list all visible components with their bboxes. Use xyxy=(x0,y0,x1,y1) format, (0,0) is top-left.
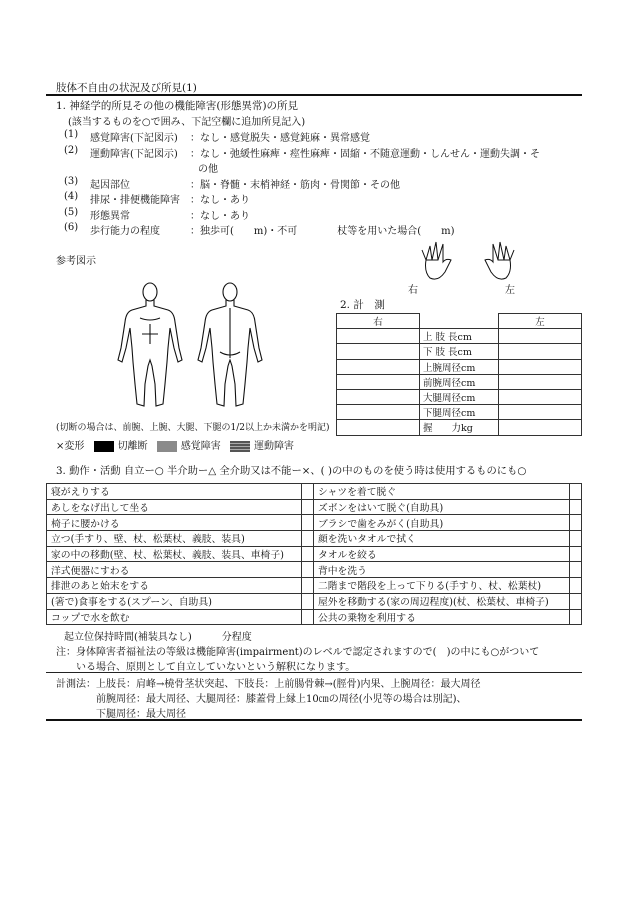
measurement-label: 下腿周径cm xyxy=(420,405,499,420)
body-diagram xyxy=(112,278,272,410)
measurement-row xyxy=(337,344,582,359)
measurement-label: 大腿周径cm xyxy=(420,389,499,404)
adl-item: (箸で)食事をする(スプーン、自助具) xyxy=(47,593,302,609)
adl-item: 椅子に腰かける xyxy=(47,515,302,531)
measurement-row xyxy=(337,389,582,404)
item-num: (1) xyxy=(64,129,79,140)
adl-item: 排泄のあと始末をする xyxy=(47,578,302,594)
item-num: (3) xyxy=(64,176,79,187)
measurement-row xyxy=(337,405,582,420)
measurement-row xyxy=(337,420,582,435)
adl-mark[interactable] xyxy=(302,593,314,609)
adl-mark[interactable] xyxy=(302,484,314,500)
item-value: ：独歩可( m)・不可 杖等を用いた場合( m) xyxy=(190,226,455,237)
adl-row xyxy=(47,484,582,500)
item-num: (4) xyxy=(64,191,79,202)
item-num: (5) xyxy=(64,207,79,218)
measurement-header-row xyxy=(337,314,582,329)
hands-diagram xyxy=(418,238,518,286)
adl-mark[interactable] xyxy=(570,546,582,562)
legend-label: 切離断 xyxy=(117,441,148,452)
measurement-row xyxy=(337,374,582,389)
hand-left-label: 左 xyxy=(505,285,515,296)
footer-rule xyxy=(46,719,582,721)
standing-time: 起立位保持時間(補装具なし) 分程度 xyxy=(64,632,252,643)
adl-mark[interactable] xyxy=(570,609,582,625)
adl-item: 背中を洗う xyxy=(313,562,569,578)
section3-note-line2: いる場合、原則として自立していないという解釈になります。 xyxy=(76,662,356,673)
section3-note-line1: 注：身体障害者福祉法の等級は機能障害(impairment)のレベルで認定されますので( )の中にも○がついて xyxy=(56,647,540,658)
amputation-swatch xyxy=(94,441,114,452)
adl-item: 家の中の移動(壁、杖、松葉杖、義肢、装具、車椅子) xyxy=(47,546,302,562)
adl-row xyxy=(47,531,582,547)
item-value: の他 xyxy=(198,164,218,175)
item-label: 起因部位 xyxy=(90,180,130,191)
adl-item: 公共の乗物を利用する xyxy=(313,609,569,625)
method-line3: 下腿周径：最大周径 xyxy=(96,709,186,720)
item-value: ：なし・あり xyxy=(190,195,250,206)
adl-item: 二階まで階段を上って下りる(手すり、杖、松葉杖) xyxy=(313,578,569,594)
adl-item: シャツを着て脱ぐ xyxy=(313,484,569,500)
measurement-table xyxy=(336,313,582,436)
col-right-header: 右 xyxy=(337,314,420,329)
adl-mark[interactable] xyxy=(570,562,582,578)
adl-item: 立つ(手すり、壁、杖、松葉杖、義肢、装具) xyxy=(47,531,302,547)
section1-heading: 1. 神経学的所見その他の機能障害(形態異常)の所見 xyxy=(56,100,299,112)
adl-item: 顔を洗いタオルで拭く xyxy=(313,531,569,547)
legend-label: 運動障害 xyxy=(253,441,294,452)
adl-mark[interactable] xyxy=(302,578,314,594)
adl-row xyxy=(47,546,582,562)
adl-row xyxy=(47,562,582,578)
method-line2: 前腕周径：最大周径、大腿周径：膝蓋骨上縁上10㎝の周径(小児等の場合は別記)、 xyxy=(96,694,467,705)
item-label: 排尿・排便機能障害 xyxy=(90,195,180,206)
adl-mark[interactable] xyxy=(570,499,582,515)
body-front-figure xyxy=(118,283,182,406)
adl-item: あしをなげ出して坐る xyxy=(47,499,302,515)
item-label: 歩行能力の程度 xyxy=(90,226,160,237)
item-value: ：なし・感覚脱失・感覚鈍麻・異常感覚 xyxy=(190,133,370,144)
item-num: (2) xyxy=(64,145,79,156)
measurement-label: 上腕周径cm xyxy=(420,359,499,374)
adl-mark[interactable] xyxy=(570,531,582,547)
item-label: 形態異常 xyxy=(90,211,130,222)
body-back-figure xyxy=(198,283,262,406)
sensory-swatch xyxy=(157,441,177,452)
item-label: 感覚障害(下記図示) xyxy=(90,133,178,144)
adl-item: ブラシで歯をみがく(自助具) xyxy=(313,515,569,531)
adl-mark[interactable] xyxy=(302,562,314,578)
figure-label: 参考図示 xyxy=(56,256,96,267)
adl-item: 屋外を移動する(家の周辺程度)(杖、松葉杖、車椅子) xyxy=(313,593,569,609)
motor-swatch xyxy=(230,441,250,452)
adl-row xyxy=(47,515,582,531)
adl-item: ズボンをはいて脱ぐ(自助具) xyxy=(313,499,569,515)
measurement-label: 下 肢 長cm xyxy=(420,344,499,359)
adl-item: タオルを絞る xyxy=(313,546,569,562)
item-value: ：脳・脊髄・末梢神経・筋肉・骨関節・その他 xyxy=(190,180,400,191)
measurement-row xyxy=(337,329,582,344)
adl-mark[interactable] xyxy=(570,515,582,531)
measurement-label: 握 力kg xyxy=(420,420,499,435)
adl-item: 寝がえりする xyxy=(47,484,302,500)
item-value: ：なし・あり xyxy=(190,211,250,222)
left-hand-icon xyxy=(485,242,514,279)
adl-row xyxy=(47,609,582,625)
adl-row xyxy=(47,593,582,609)
hand-right-label: 右 xyxy=(408,285,418,296)
section3-heading: 3. 動作・活動 自立ー○ 半介助ー△ 全介助又は不能ー×、( )の中のものを使う時は使用するものにも○ xyxy=(56,465,527,477)
adl-mark[interactable] xyxy=(302,546,314,562)
page-title: 肢体不自由の状況及び所見(1) xyxy=(56,82,197,94)
legend-label: 変形 xyxy=(64,441,85,452)
figure-caption: (切断の場合は、前腕、上腕、大腿、下腿の1/2以上か未満かを明記) xyxy=(56,423,330,433)
measurement-label: 上 肢 長cm xyxy=(420,329,499,344)
method-line1: 計測法：上肢長：肩峰→橈骨茎状突起、下肢長：上前腸骨棘→(脛骨)内果、上腕周径：最大周径 xyxy=(56,679,481,690)
legend-label: 感覚障害 xyxy=(180,441,221,452)
col-left-header: 左 xyxy=(499,314,582,329)
adl-mark[interactable] xyxy=(302,515,314,531)
measurement-label: 前腕周径cm xyxy=(420,374,499,389)
adl-mark[interactable] xyxy=(570,578,582,594)
adl-mark[interactable] xyxy=(570,484,582,500)
adl-item: コップで水を飲む xyxy=(47,609,302,625)
adl-mark[interactable] xyxy=(570,593,582,609)
header-rule xyxy=(46,94,582,96)
adl-table xyxy=(46,483,582,625)
item-num: (6) xyxy=(64,222,79,233)
item-label: 運動障害(下記図示) xyxy=(90,149,178,160)
adl-mark[interactable] xyxy=(302,609,314,625)
measurement-row xyxy=(337,359,582,374)
note-rule xyxy=(46,672,582,673)
adl-item: 洋式便器にすわる xyxy=(47,562,302,578)
adl-row xyxy=(47,578,582,594)
figure-legend xyxy=(56,437,294,452)
measurement-heading: 2. 計 測 xyxy=(340,299,385,311)
deformity-x-icon: × xyxy=(56,441,65,452)
adl-mark[interactable] xyxy=(302,531,314,547)
section1-note: (該当するものを○で囲み、下記空欄に追加所見記入) xyxy=(68,117,306,128)
item-value: ：なし・弛緩性麻痺・痙性麻痺・固縮・不随意運動・しんせん・運動失調・そ xyxy=(190,149,540,160)
right-hand-icon xyxy=(422,242,451,279)
adl-row xyxy=(47,499,582,515)
adl-mark[interactable] xyxy=(302,499,314,515)
